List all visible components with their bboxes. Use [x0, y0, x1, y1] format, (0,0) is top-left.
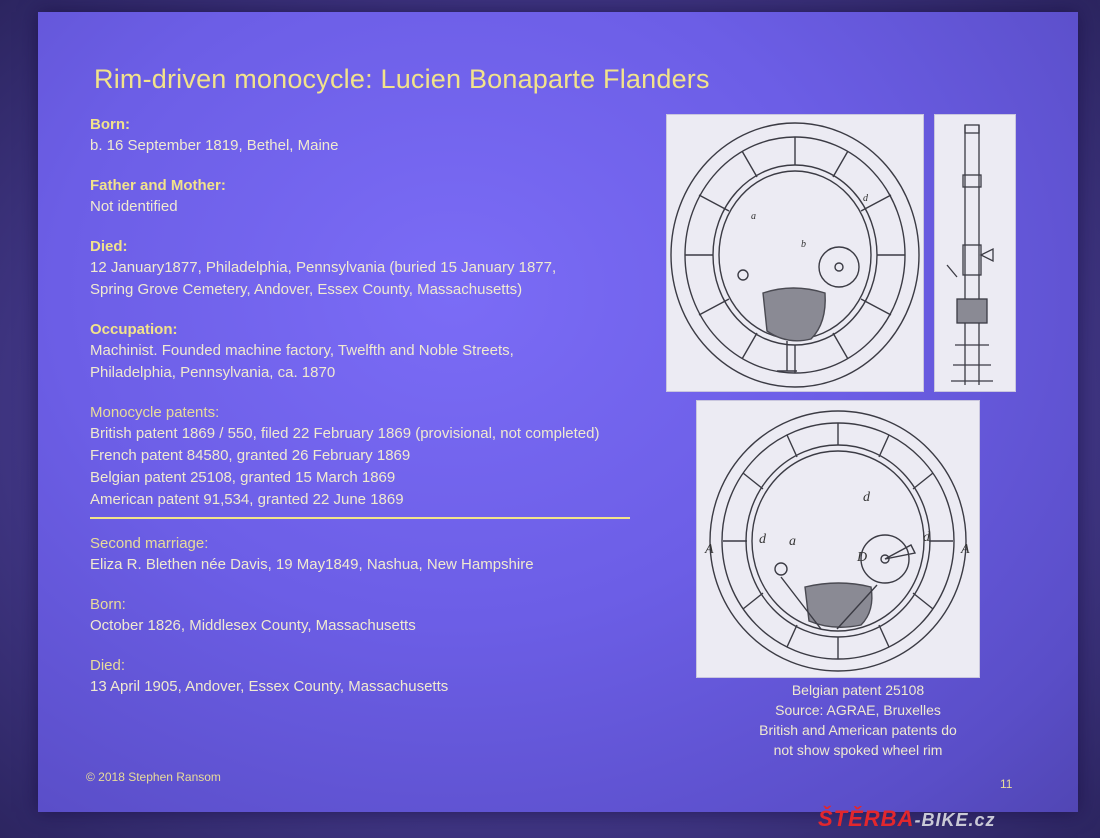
section-line: 13 April 1905, Andover, Essex County, Massachusetts	[90, 678, 449, 695]
patent-line: American patent 91,534, granted 22 June 1869	[90, 491, 404, 508]
section-line: Spring Grove Cemetery, Andover, Essex County, Massachusetts)	[90, 281, 523, 298]
section-line: Machinist. Founded machine factory, Twelfth and Noble Streets,	[90, 342, 514, 359]
caption-line: not show spoked wheel rim	[773, 742, 943, 758]
figure-letter: a	[789, 534, 796, 549]
biography-info	[90, 114, 670, 716]
section-label: Second marriage:	[90, 535, 209, 552]
patent-line: Belgian patent 25108, granted 15 March 1869	[90, 469, 396, 486]
section-line: Eliza R. Blethen née Davis, 19 May1849, Nashua, New Hampshire	[90, 556, 534, 573]
section-line: Philadelphia, Pennsylvania, ca. 1870	[90, 364, 336, 381]
site-watermark	[818, 806, 995, 832]
patent-line: French patent 84580, granted 26 February 1869	[90, 447, 411, 464]
watermark-brand: ŠTĚRBA	[818, 806, 915, 831]
figure-letter: d	[759, 532, 766, 547]
figure-letter: a	[751, 211, 756, 222]
monocycle-wheel-drawing	[667, 115, 923, 391]
section-label: Monocycle patents:	[90, 404, 220, 421]
section-label: Died:	[90, 657, 126, 674]
caption-line: Belgian patent 25108	[791, 682, 925, 698]
section-line: b. 16 September 1819, Bethel, Maine	[90, 137, 339, 154]
divider-rule	[90, 517, 630, 519]
copyright-notice: © 2018 Stephen Ransom	[86, 770, 221, 784]
slide-title: Rim-driven monocycle: Lucien Bonaparte Flanders	[94, 64, 710, 94]
patent-drawing-belgian	[696, 400, 980, 678]
figure-letter: d	[923, 530, 930, 545]
caption-line: Source: AGRAE, Bruxelles	[775, 702, 941, 718]
figure-caption	[708, 680, 1008, 760]
section-parents	[90, 175, 670, 218]
slide-page-number: 11	[1000, 777, 1013, 791]
section-died	[90, 236, 670, 301]
patent-line: British patent 1869 / 550, filed 22 February 1869 (provisional, not completed)	[90, 425, 600, 442]
section-wife-born	[90, 594, 670, 637]
belgian-wheel-drawing	[697, 401, 979, 677]
patent-drawing-side-view	[666, 114, 924, 392]
section-patents	[90, 402, 670, 519]
section-wife-died	[90, 655, 670, 698]
section-line: 12 January1877, Philadelphia, Pennsylvania (buried 15 January 1877,	[90, 259, 557, 276]
section-marriage	[90, 533, 670, 576]
section-occupation	[90, 319, 670, 384]
section-born	[90, 114, 670, 157]
caption-line: British and American patents do	[759, 722, 957, 738]
monocycle-front-drawing	[935, 115, 1015, 391]
section-label: Born:	[90, 116, 130, 133]
section-label: Died:	[90, 238, 128, 255]
section-line: Not identified	[90, 198, 178, 215]
section-line: October 1826, Middlesex County, Massachusetts	[90, 617, 416, 634]
figure-letter: A	[961, 542, 970, 557]
figure-letter: d	[863, 193, 868, 204]
section-label: Born:	[90, 596, 126, 613]
presentation-slide	[38, 12, 1078, 812]
section-label: Father and Mother:	[90, 177, 226, 194]
figure-letter: D	[857, 550, 868, 565]
watermark-domain: -BIKE.cz	[914, 810, 996, 830]
figure-letter: d	[863, 490, 870, 505]
section-label: Occupation:	[90, 321, 178, 338]
figure-letter: A	[705, 542, 714, 557]
patent-drawing-front-view	[934, 114, 1016, 392]
figure-letter: b	[801, 239, 806, 250]
